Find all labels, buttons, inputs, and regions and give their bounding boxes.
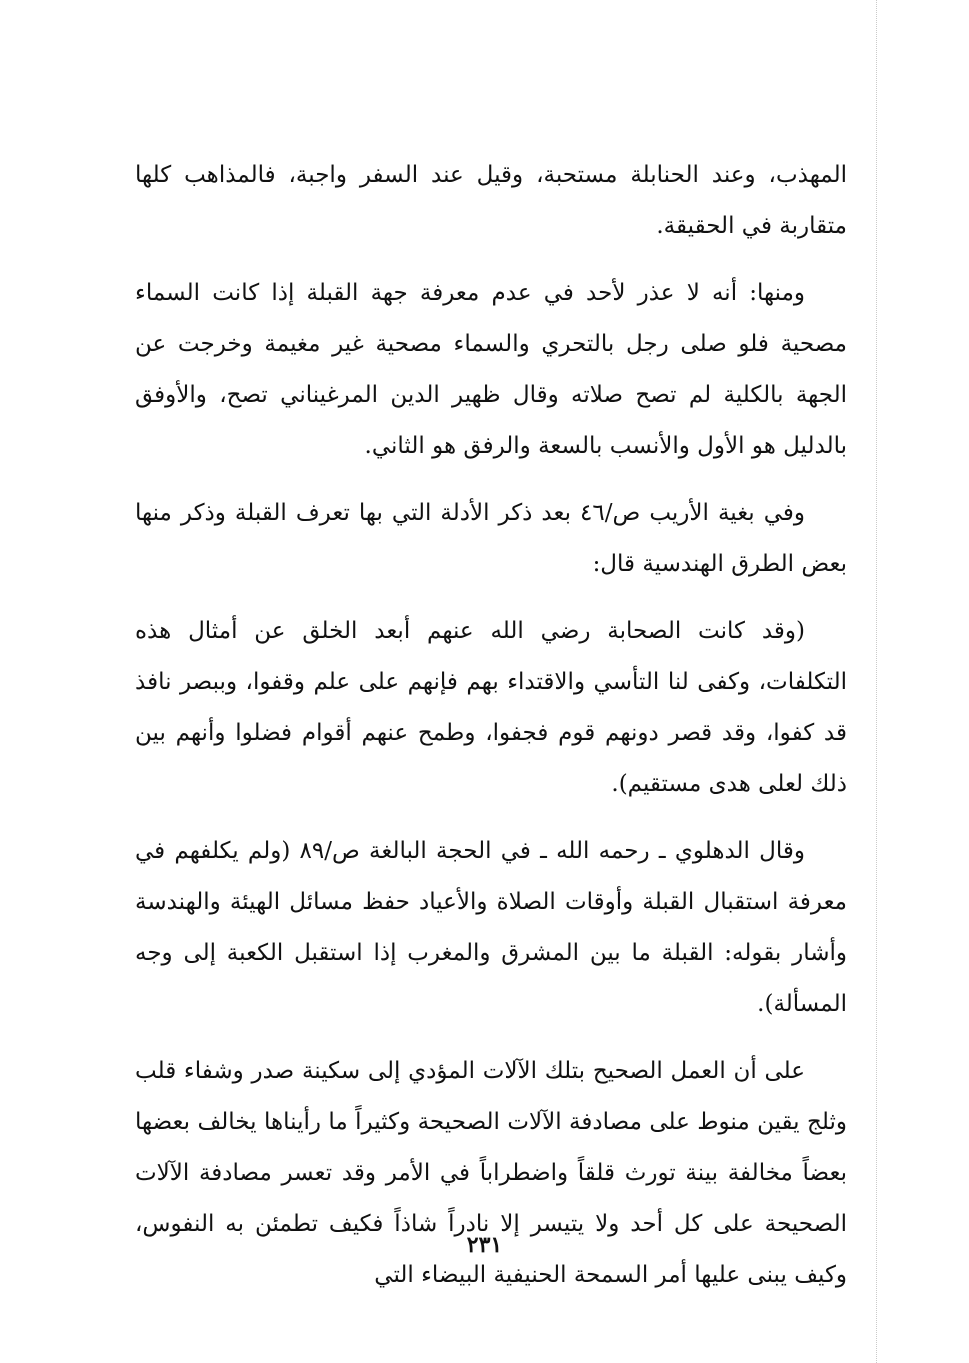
paragraph-continuation: المهذب، وعند الحنابلة مستحبة، وقيل عند السفر واجبة، فالمذاهب كلها متقاربة في الحقيقة. (135, 162, 847, 239)
paragraph-bughyat-al-arib: وفي بغية الأريب ص/٤٦ بعد ذكر الأدلة التي بها تعرف القبلة وذكر منها بعض الطرق الهندسية قال: (135, 500, 847, 577)
paragraph-dehlawi: وقال الدهلوي ـ رحمه الله ـ في الحجة البالغة ص/٨٩ (ولم يكلفهم في معرفة استقبال القبلة وأوقات الصلاة والأعياد حفظ مسائل الهيئة والهندسة وأشار بقوله: القبلة ما بين المشرق والمغرب إذا استقبل الكعبة إلى وجه المسألة). (135, 838, 847, 1017)
paragraph-qibla-excuse: ومنها: أنه لا عذر لأحد في عدم معرفة جهة القبلة إذا كانت السماء مصحية فلو صلى رجل بالتحري والسماء مصحية غير مغيمة وخرجت عن الجهة بالكلية لم تصح صلاته وقال ظهير الدين المرغيناني تصح، والأوفق بالدليل هو الأول والأنسب بالسعة والرفق هو الثاني. (135, 280, 847, 459)
scan-edge-divider (876, 0, 877, 1363)
body-text (135, 150, 847, 1317)
page-number: ٢٣١ (466, 1232, 503, 1258)
paragraph-instruments: على أن العمل الصحيح بتلك الآلات المؤدي إلى سكينة صدر وشفاء قلب وثلج يقين منوط على مصادفة الآلات الصحيحة وكثيراً ما رأيناها يخالف بعضها بعضاً مخالفة بينة تورث قلقاً واضطراباً في الأمر وقد تعسر مصادفة الآلات الصحيحة على كل أحد ولا يتيسر إلا نادراً شاذاً فكيف تطمئن به النفوس، وكيف يبنى عليها أمر السمحة الحنيفية البيضاء التي (135, 1058, 847, 1288)
paragraph-quote-companions: (وقد كانت الصحابة رضي الله عنهم أبعد الخلق عن أمثال هذه التكلفات، وكفى لنا التأسي والاقتداء بهم فإنهم على علم وقفوا، وببصر نافذ قد كفوا، وقد قصر دونهم قوم فجفوا، وطمح عنهم أقوام فضلوا وأنهم بين ذلك لعلى هدى مستقيم). (135, 618, 847, 797)
